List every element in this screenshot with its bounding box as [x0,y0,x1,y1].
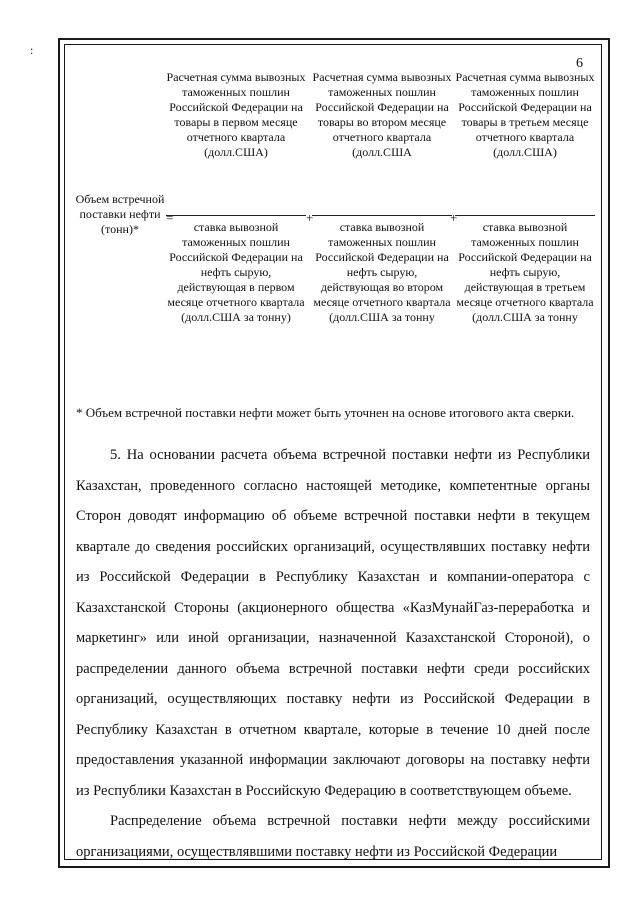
fraction-bar [455,215,595,216]
fraction-bar [312,215,452,216]
plus-sign: + [306,210,314,225]
denominator-month-1: ставка вывозной таможенных пошлин Российской Федерации на нефть сырую, действующая в первом месяце отчетного квартала (долл.США за тонну) [167,220,305,324]
numerator-month-2: Расчетная сумма вывозных таможенных пошлин Российской Федерации на товары во втором месяце отчетного квартала (долл.США [312,70,452,159]
paragraph: 5. На основании расчета объема встречной поставки нефти из Республики Казахстан, проведенного согласно настоящей методике, компетентные органы Сторон доводят информацию об объеме встречной поставки нефти в текущем квартале до сведения российских организаций, осуществлявших поставку нефти из Российской Федерации в Республику Казахстан и компании-оператора с Казахстанской Стороны (акционерного общества «КазМунайГаз-переработка и маркетинг» или иной организации, назначенной Казахстанской Стороной), о распределении данного объема встречной поставки нефти среди российских организаций, осуществляющих поставку нефти из Российской Федерации в Республику Казахстан в отчетном квартале, которые в течение 10 дней после предоставления указанной информации заключают договоры на поставку нефти из Республики Казахстан в Российскую Федерацию в соответствующем объеме. [76,447,590,799]
paragraph: Распределение объема встречной поставки нефти между российскими организациями, осуществлявшими поставку нефти из Российской Федерации [76,813,590,860]
footnote: * Объем встречной поставки нефти может быть уточнен на основе итогового акта сверки. [76,405,575,420]
page-number: 6 [576,56,583,71]
fraction-bar [166,215,306,216]
denominator-month-3: ставка вывозной таможенных пошлин Российской Федерации на нефть сырую, действующая в третьем месяце отчетного квартала (долл.США за тонну [456,220,594,324]
body-text [76,440,590,867]
denominator-month-2: ставка вывозной таможенных пошлин Российской Федерации на нефть сырую, действующая во втором месяце отчетного квартала (долл.США за тонну [313,220,451,324]
equals-sign: = [166,210,174,225]
volume-formula [70,64,595,394]
scan-mark: : [30,43,34,57]
numerator-month-3: Расчетная сумма вывозных таможенных пошлин Российской Федерации на товары в третьем месяце отчетного квартала (долл.США) [455,70,595,159]
numerator-month-1: Расчетная сумма вывозных таможенных пошлин Российской Федерации на товары в первом месяце отчетного квартала (долл.США) [166,70,306,159]
plus-sign: + [450,210,458,225]
formula-lhs: Объем встречной поставки нефти (тонн)* [75,192,165,236]
